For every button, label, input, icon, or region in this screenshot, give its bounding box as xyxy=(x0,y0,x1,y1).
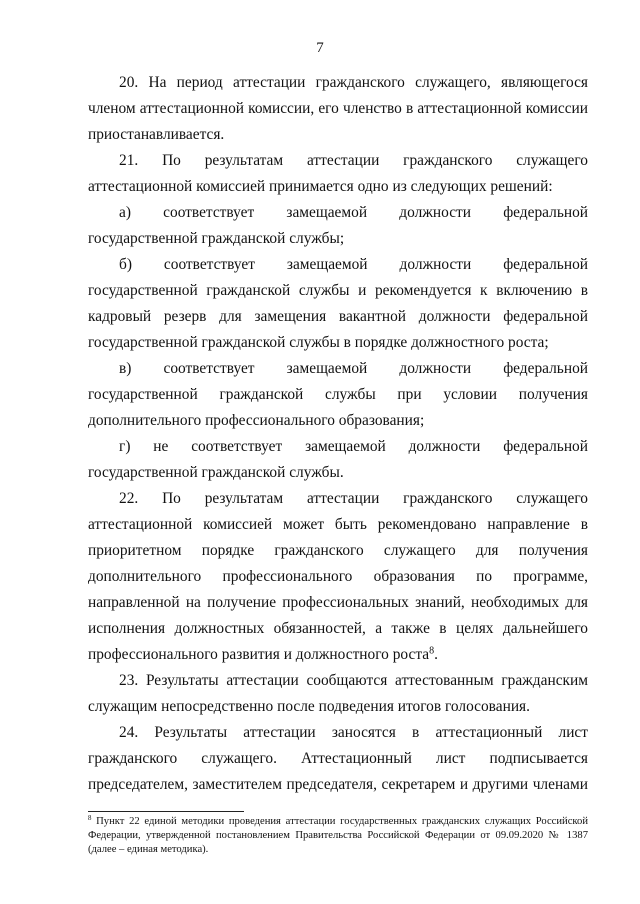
page-number: 7 xyxy=(316,40,324,56)
paragraph-21-v: в) соответствует замещаемой должности федеральной государственной гражданской службы при условии получения дополнительного профессионального образования; xyxy=(88,360,588,429)
footnote-separator xyxy=(88,811,244,812)
footnote-reference[interactable]: 8 xyxy=(429,645,435,657)
paragraph-20: 20. На период аттестации гражданского служащего, являющегося членом аттестационной комиссии, его членство в аттестационной комиссии приостанавливается. xyxy=(88,74,588,143)
paragraph-23: 23. Результаты аттестации сообщаются аттестованным гражданским служащим непосредственно после подведения итогов голосования. xyxy=(88,672,588,715)
paragraph-22-text: 22. По результатам аттестации гражданского служащего аттестационной комиссией может быть рекомендовано направление в приоритетном порядке гражданского служащего для получения дополнительного профессионального образования по программе, направленной на получение профессиональных знаний, необходимых для исполнения должностных обязанностей, а также в целях дальнейшего профессионального развития и должностного роста xyxy=(88,490,588,663)
footnote xyxy=(88,815,588,857)
paragraph-21-b: б) соответствует замещаемой должности федеральной государственной гражданской службы и рекомендуется к включению в кадровый резерв для замещения вакантной должности федеральной государственной гражданской службы в порядке должностного роста; xyxy=(88,256,588,351)
paragraph-22-tail: . xyxy=(434,646,438,663)
paragraph-24: 24. Результаты аттестации заносятся в аттестационный лист гражданского служащего. Аттестационный лист подписывается председателем, заместителем председателя, секретарем и другими членами xyxy=(88,724,588,793)
paragraph-21-a: а) соответствует замещаемой должности федеральной государственной гражданской службы; xyxy=(88,204,588,247)
paragraph-21-g: г) не соответствует замещаемой должности федеральной государственной гражданской службы. xyxy=(88,438,588,481)
paragraph-21: 21. По результатам аттестации гражданского служащего аттестационной комиссией принимается одно из следующих решений: xyxy=(88,152,588,195)
paragraph-22 xyxy=(88,486,588,668)
body-text xyxy=(88,70,588,798)
footnote-text: Пункт 22 единой методики проведения аттестации государственных гражданских служащих Российской Федерации, утвержденной постановлением Правительства Российской Федерации от 09.09.2020 № 1387 (далее – единая методика). xyxy=(88,816,588,855)
footnote-marker: 8 xyxy=(88,815,92,823)
